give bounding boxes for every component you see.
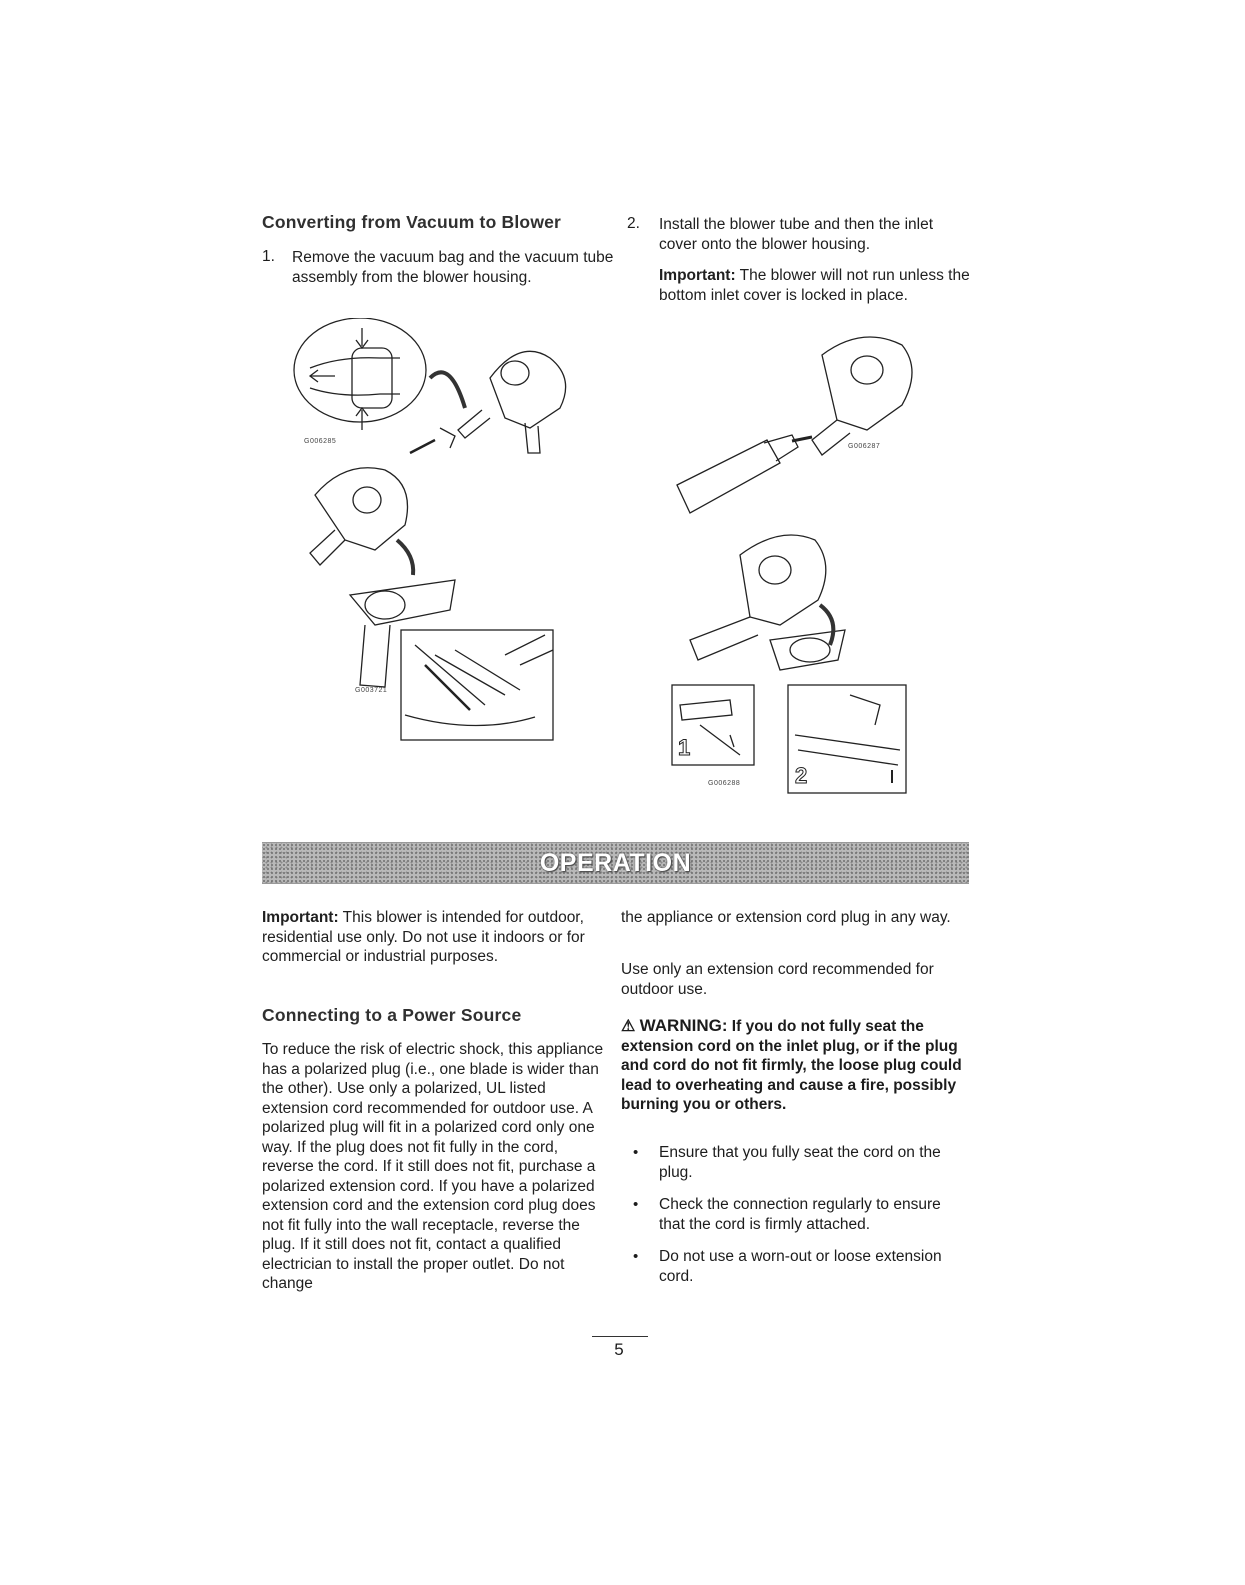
bullet-item-2 [633, 1195, 969, 1234]
warning-icon: ⚠ [621, 1018, 636, 1035]
inlet-cover-illustration [305, 455, 565, 745]
important-label: Important: [659, 267, 736, 284]
section-heading-converting: Converting from Vacuum to Blower [262, 212, 562, 232]
step-2-text: Install the blower tube and then the inlet cover onto the blower housing. [659, 216, 934, 253]
warning-block [621, 1016, 971, 1115]
figure-remove-inlet-cover [305, 455, 565, 745]
warning-label: WARNING: [639, 1016, 728, 1035]
inset-number-2: 2 [795, 763, 808, 788]
step-2-important-note [659, 266, 971, 305]
bullet-text-3: Do not use a worn-out or loose extension cord. [659, 1248, 942, 1285]
inset-number-1: 1 [678, 735, 691, 760]
operation-important-note [262, 908, 597, 967]
extension-cord-paragraph: Use only an extension cord recommended for outdoor use. [621, 961, 934, 998]
vacuum-removal-illustration [290, 318, 600, 458]
operation-banner [262, 842, 969, 884]
bullet-text-2: Check the connection regularly to ensure that the cord is firmly attached. [659, 1196, 941, 1233]
figure-code-4: G006288 [708, 780, 741, 787]
operation-important-text: This blower is intended for outdoor, residential use only. Do not use it indoors or for commercial or industrial purposes. [262, 909, 585, 965]
step-1-text: Remove the vacuum bag and the vacuum tube assembly from the blower housing. [292, 249, 614, 286]
page-number: 5 [614, 1340, 624, 1359]
bullet-dot: • [633, 1196, 639, 1213]
power-source-paragraph: To reduce the risk of electric shock, this appliance has a polarized plug (i.e., one blade is wider than the other). Use only a polarized, UL listed extension cord recommended for outdoor use. A polarized plug will fit in a polarized cord only one way. If the plug does not fit fully in the cord, reverse the cord. If it still does not fit, purchase a polarized extension cord. If you have a polarized extension cord and the extension cord plug does not fit fully into the wall receptacle, reverse the plug. If it still does not fit, contact a qualified electrician to install the proper outlet. Do not change [262, 1041, 604, 1292]
bullet-dot: • [633, 1248, 639, 1265]
bullet-dot: • [633, 1144, 639, 1161]
bullet-item-3 [633, 1247, 969, 1286]
blower-tube-illustration [672, 325, 932, 525]
power-source-heading: Connecting to a Power Source [262, 1005, 522, 1025]
inlet-cover-install-illustration [670, 525, 920, 800]
operation-important-label: Important: [262, 909, 339, 926]
continued-paragraph: the appliance or extension cord plug in any way. [621, 909, 951, 926]
figure-install-inlet-cover [670, 525, 920, 800]
step-1-number: 1. [262, 248, 275, 265]
figure-install-blower-tube [672, 325, 932, 525]
bullet-text-1: Ensure that you fully seat the cord on the plug. [659, 1144, 941, 1181]
figure-remove-vacuum-tube [290, 318, 600, 458]
figure-code-1: G006285 [304, 438, 337, 445]
operation-banner-title: OPERATION [539, 849, 692, 877]
important-text: The blower will not run unless the bottom inlet cover is locked in place. [659, 267, 970, 304]
step-2-number: 2. [627, 215, 640, 232]
warning-text: If you do not fully seat the extension cord on the inlet plug, or if the plug and cord do not fit firmly, the loose plug could lead to overheating and cause a fire, possibly burning you or others. [621, 1018, 962, 1113]
figure-code-2: G003721 [355, 687, 388, 694]
page-number-rule [592, 1336, 648, 1337]
bullet-item-1 [633, 1143, 969, 1182]
figure-code-3: G006287 [848, 443, 881, 450]
